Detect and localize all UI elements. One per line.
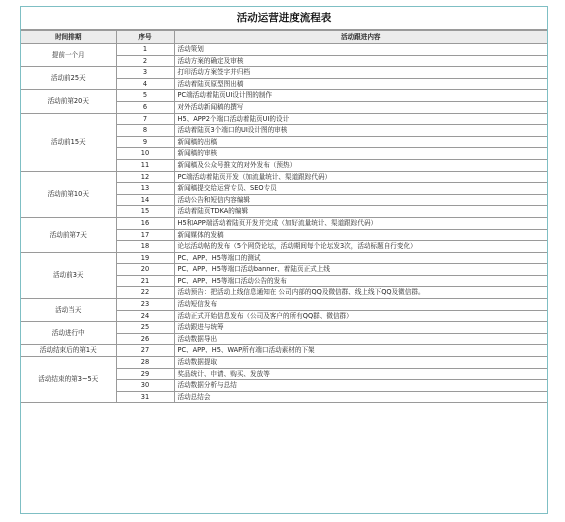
row-number: 13 [116,183,174,195]
task-text: 活动跟进与统筹 [174,322,547,334]
stage-label: 活动前15天 [21,113,116,171]
header-seq: 序号 [116,31,174,44]
row-number: 25 [116,322,174,334]
row-number: 29 [116,368,174,380]
table-row [21,171,547,183]
row-number: 2 [116,55,174,67]
row-number: 15 [116,206,174,218]
task-text: PC、APP、H5等端口的测试 [174,252,547,264]
task-text: 打印活动方案签字并归档 [174,67,547,79]
task-text: 活动正式开始信息发布（公司及客户的所有QQ群、微信群） [174,310,547,322]
task-text: 新闻稿的审核 [174,148,547,160]
task-text: PC端活动着陆页开发（加流量统计、渠道跟踪代码） [174,171,547,183]
task-text: 活动短信发布 [174,299,547,311]
task-text: 活动着陆页原型图出稿 [174,78,547,90]
task-text: 论坛活动帖的发布（5个网贷论坛，活动期间每个论坛发3次，活动标题自行变化） [174,241,547,253]
row-number: 26 [116,333,174,345]
task-text: 新闻稿提交给运营专员、SEO专员 [174,183,547,195]
row-number: 19 [116,252,174,264]
task-text: 活动着陆页3个端口的UI设计图的审核 [174,125,547,137]
schedule-sheet [20,6,548,514]
schedule-table [21,30,547,403]
task-text: 活动预告：把活动上线信息通知在 公司内部的QQ及微信群、线上线下QQ及微信群。 [174,287,547,299]
task-text: 活动策划 [174,44,547,56]
row-number: 17 [116,229,174,241]
table-row [21,90,547,102]
stage-label: 活动前3天 [21,252,116,298]
row-number: 27 [116,345,174,357]
row-number: 12 [116,171,174,183]
table-row [21,357,547,369]
row-number: 31 [116,391,174,403]
row-number: 11 [116,159,174,171]
row-number: 24 [116,310,174,322]
table-row [21,345,547,357]
stage-label: 活动前第20天 [21,90,116,113]
task-text: H5、APP2个端口活动着陆页UI的设计 [174,113,547,125]
stage-label: 活动当天 [21,299,116,322]
row-number: 7 [116,113,174,125]
task-text: PC、APP、H5等端口活动公告的发布 [174,275,547,287]
row-number: 4 [116,78,174,90]
table-row [21,67,547,79]
task-text: PC端活动着陆页UI设计图的制作 [174,90,547,102]
row-number: 6 [116,101,174,113]
row-number: 3 [116,67,174,79]
task-text: H5和APP端活动着陆页开发并完成（加好流量统计、渠道跟踪代码） [174,217,547,229]
table-row [21,217,547,229]
stage-label: 活动前25天 [21,67,116,90]
row-number: 22 [116,287,174,299]
row-number: 8 [116,125,174,137]
task-text: 活动数据分析与总结 [174,380,547,392]
task-text: 活动方案的确定及审核 [174,55,547,67]
stage-label: 活动结束的第3~5天 [21,357,116,403]
task-text: 新闻媒体的发稿 [174,229,547,241]
task-text: 活动数据导出 [174,333,547,345]
table-row [21,299,547,311]
stage-label: 活动前第7天 [21,217,116,252]
task-text: PC、APP、H5等端口活动banner、着陆页正式上线 [174,264,547,276]
row-number: 5 [116,90,174,102]
task-text: 奖品统计、申请、购买、发放等 [174,368,547,380]
row-number: 10 [116,148,174,160]
row-number: 18 [116,241,174,253]
stage-label: 活动前第10天 [21,171,116,217]
row-number: 30 [116,380,174,392]
row-number: 23 [116,299,174,311]
row-number: 9 [116,136,174,148]
task-text: 新闻稿的出稿 [174,136,547,148]
task-text: 对外活动新闻稿的撰写 [174,101,547,113]
stage-label: 活动结束后的第1天 [21,345,116,357]
row-number: 16 [116,217,174,229]
header-time: 时间排期 [21,31,116,44]
row-number: 20 [116,264,174,276]
row-number: 14 [116,194,174,206]
row-number: 1 [116,44,174,56]
table-row [21,113,547,125]
schedule-body [21,44,547,403]
task-text: 活动总结会 [174,391,547,403]
table-row [21,322,547,334]
row-number: 21 [116,275,174,287]
task-text: PC、APP、H5、WAP所有端口活动素材的下架 [174,345,547,357]
table-row [21,252,547,264]
table-row [21,44,547,56]
row-number: 28 [116,357,174,369]
header-content: 活动跟进内容 [174,31,547,44]
header-row [21,31,547,44]
task-text: 活动数据提取 [174,357,547,369]
task-text: 新闻稿及公众号推文的对外发布（预热） [174,159,547,171]
stage-label: 活动进行中 [21,322,116,345]
page-title: 活动运营进度流程表 [21,7,547,30]
task-text: 活动着陆页TDKA的编辑 [174,206,547,218]
stage-label: 提前一个月 [21,44,116,67]
task-text: 活动公告和短信内容编辑 [174,194,547,206]
